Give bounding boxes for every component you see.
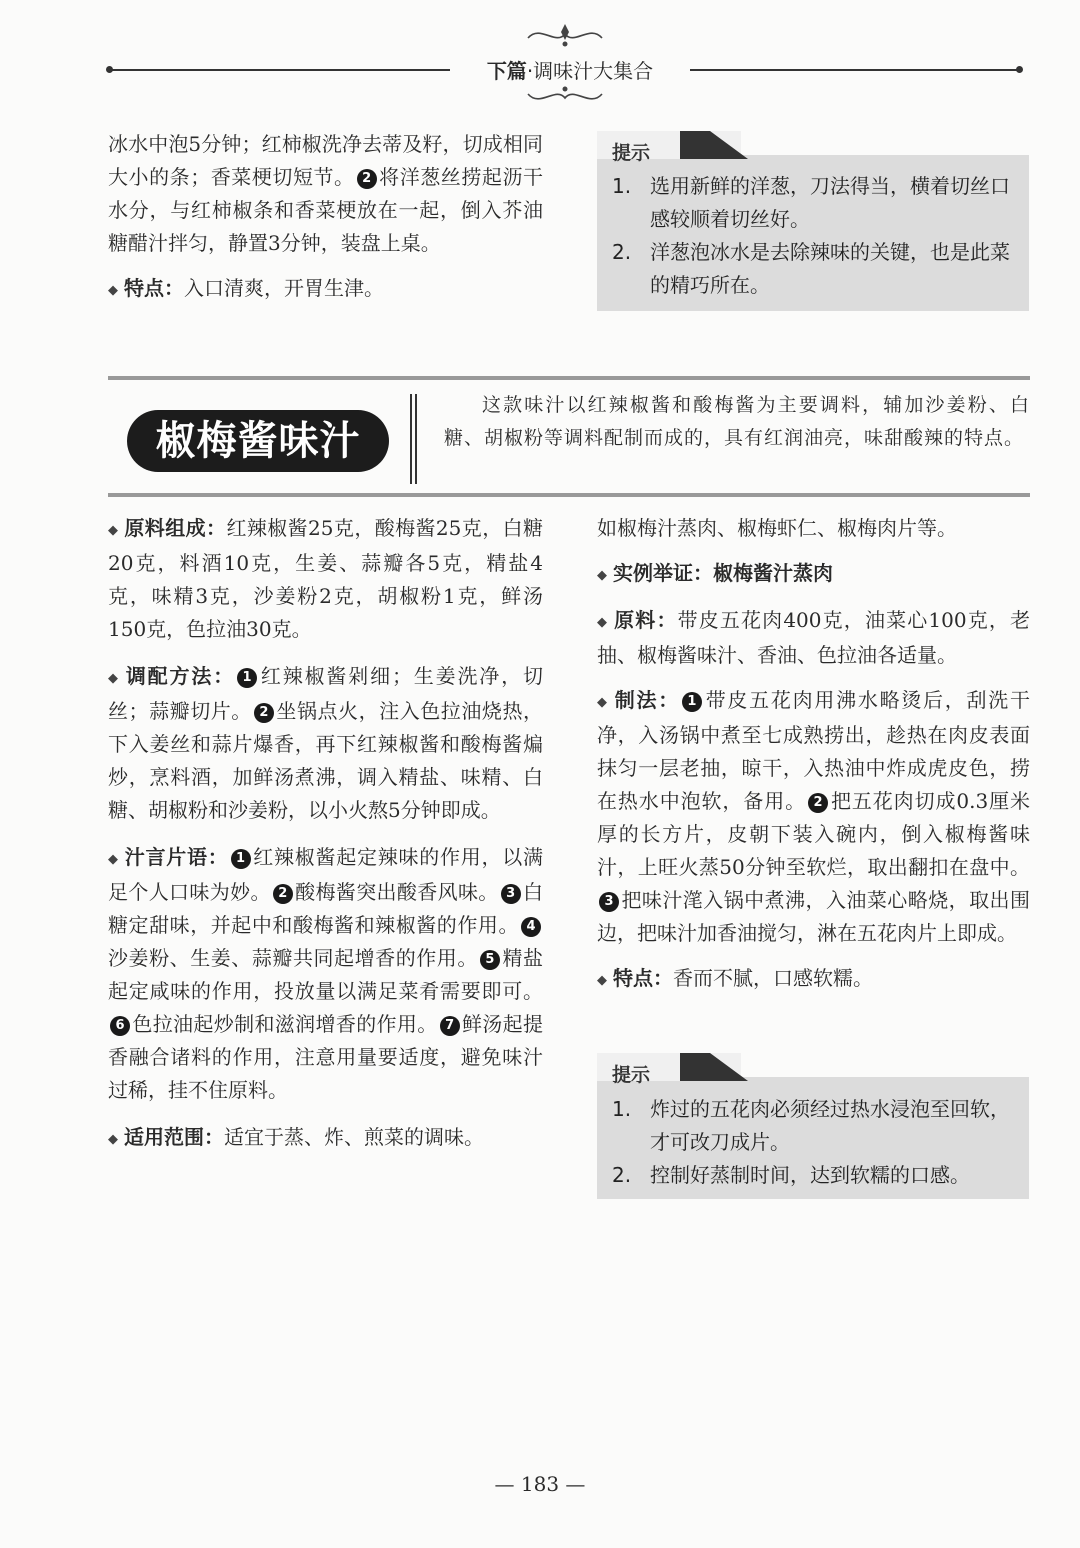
- header-dot-left: [106, 66, 113, 73]
- step-number: 2: [254, 703, 274, 723]
- header-subtitle: 调味汁大集合: [533, 59, 654, 83]
- step-number: 1: [231, 849, 251, 869]
- tip-tab-slant-1: [680, 131, 750, 161]
- method-paragraph: ◆ 调配方法： 1 红辣椒酱剁细；生姜洗净，切丝；蒜瓣切片。 2 坐锅点火，注入色拉油烧热，下入姜丝和蒜片爆香，再下红辣椒酱和酸梅酱煸炒，烹料酒，加鲜汤煮沸，调入精盐、味精、白糖、胡椒粉和沙姜粉，以小火熬5分钟即成。: [108, 664, 544, 822]
- scope-paragraph: ◆ 适用范围：适宜于蒸、炸、煎菜的调味。: [108, 1121, 543, 1156]
- tip-item: 1. 炸过的五花肉必须经过热水浸泡至回软，才可改刀成片。: [612, 1097, 1010, 1154]
- diamond-bullet-icon: ◆: [597, 568, 607, 583]
- section-divider-1: [410, 394, 412, 484]
- tip-tab-slant-2: [680, 1053, 750, 1083]
- header-line-right: [690, 69, 1020, 71]
- header-line-left: [110, 69, 450, 71]
- section-intro: 这款味汁以红辣椒酱和酸梅酱为主要调料，辅加沙姜粉、白糖、胡椒粉等调料配制而成的，具有红润油亮，味甜酸辣的特点。: [444, 394, 1030, 449]
- tip-item: 2. 洋葱泡冰水是去除辣味的关键，也是此菜的精巧所在。: [612, 240, 1010, 297]
- header-ornament-bottom: [520, 84, 610, 112]
- diamond-bullet-icon: ◆: [108, 283, 118, 298]
- notes-paragraph: ◆ 汁言片语： 1 红辣椒酱起定辣味的作用，以满足个人口味为妙。 2 酸梅酱突出酸香风味。 3 白糖定甜味，并起中和酸梅酱和辣椒酱的作用。 4沙姜粉、生姜、蒜瓣共同起增香的作用。 5 精盐起定咸味的作用，投放量以满足菜肴需要即可。6 色拉油起炒制和滋润增香的作用。 7 鲜汤起提香融合诸料的作用，注意用量要适度，避免味汁过稀，挂不住原料。: [108, 845, 544, 1102]
- step-number: 3: [501, 884, 521, 904]
- step-number: 3: [599, 892, 619, 912]
- tip-list-2: [612, 1093, 1017, 1192]
- section-divider-2: [415, 394, 417, 484]
- scope-label: 适用范围：: [124, 1125, 224, 1149]
- step-number: 2: [808, 793, 828, 813]
- diamond-bullet-icon: ◆: [108, 1132, 118, 1147]
- step-number-2: 2: [357, 169, 377, 189]
- step-number: 5: [480, 950, 500, 970]
- materials-paragraph: ◆ 原料：带皮五花肉400克，油菜心100克，老抽、椒梅酱味汁、香油、色拉油各适量。: [597, 608, 1030, 667]
- ingredients-paragraph: ◆ 原料组成：红辣椒酱25克，酸梅酱25克，白糖20克，料酒10克，生姜、蒜瓣各5克，精盐4克，味精3克，沙姜粉2克，胡椒粉1克，鲜汤150克，色拉油30克。: [108, 516, 544, 641]
- diamond-bullet-icon: ◆: [597, 695, 607, 710]
- continued-line: 如椒梅汁蒸肉、椒梅虾仁、椒梅肉片等。: [597, 516, 957, 540]
- tip-title-1: 提示: [612, 142, 651, 164]
- feature2-label: 特点：: [613, 966, 673, 990]
- tip-list-1: [612, 170, 1017, 302]
- step-number: 4: [521, 917, 541, 937]
- tip-item: 1. 选用新鲜的洋葱，刀法得当，横着切丝口感较顺着切丝好。: [612, 174, 1010, 231]
- diamond-bullet-icon: ◆: [108, 671, 118, 686]
- section-rule-top: [108, 376, 1030, 380]
- section-rule-bottom: [108, 493, 1030, 497]
- step-number: 2: [273, 884, 293, 904]
- section-title: 椒梅酱味汁: [155, 418, 361, 464]
- feature2-paragraph: ◆ 特点：香而不腻，口感软糯。: [597, 962, 1030, 997]
- diamond-bullet-icon: ◆: [597, 615, 607, 630]
- header-dot-right: [1016, 66, 1023, 73]
- continued-paragraph: 冰水中泡5分钟；红柿椒洗净去蒂及籽，切成相同大小的条；香菜梗切短节。 2 将洋葱丝捞起沥干水分，与红柿椒条和香菜梗放在一起，倒入芥油糖醋汁拌匀，静置3分钟，装盘上桌。: [108, 132, 544, 255]
- step-number: 7: [440, 1016, 460, 1036]
- feature-text: 入口清爽，开胃生津。: [184, 276, 384, 300]
- step-number: 1: [682, 692, 702, 712]
- materials-label: 原料：: [613, 608, 678, 632]
- notes-label: 汁言片语：: [124, 845, 229, 869]
- feature-label: 特点：: [124, 276, 184, 300]
- header-section: 下篇: [486, 59, 527, 83]
- step-number: 6: [110, 1016, 130, 1036]
- header-ornament-top: [520, 20, 610, 50]
- diamond-bullet-icon: ◆: [108, 852, 118, 867]
- steps-paragraph: ◆ 制法： 1 带皮五花肉用沸水略烫后，刮洗干净，入汤锅中煮至七成熟捞出，趁热在肉皮表面抹匀一层老抽，晾干，入热油中炸成虎皮色，捞在热水中泡软，备用。 2 把五花肉切成0.3厘米厚的长方片，皮朝下装入碗内，倒入椒梅酱味汁，上旺火蒸50分钟至软烂，取出翻扣在盘中。3 把味汁滗入锅中煮沸，入油菜心略烧，取出围边，把味汁加香油搅匀，淋在五花肉片上即成。: [597, 688, 1031, 945]
- top-left-block: [108, 128, 543, 307]
- diamond-bullet-icon: ◆: [597, 973, 607, 988]
- running-header: [460, 55, 680, 84]
- steps-label: 制法：: [613, 688, 680, 712]
- feature-line: [108, 272, 543, 307]
- example-label: 实例举证：: [613, 561, 713, 585]
- example-paragraph: [597, 557, 1030, 592]
- tip-title-2: 提示: [612, 1064, 651, 1086]
- right-column: [597, 512, 1030, 997]
- page-number: — 183 —: [494, 1472, 586, 1496]
- step-number: 1: [237, 668, 257, 688]
- header-separator: ·: [526, 59, 534, 83]
- ingredients-label: 原料组成：: [124, 516, 227, 540]
- diamond-bullet-icon: ◆: [108, 523, 118, 538]
- example-dish: 椒梅酱汁蒸肉: [713, 561, 833, 585]
- tip-item: 2. 控制好蒸制时间，达到软糯的口感。: [612, 1163, 970, 1187]
- left-column: [108, 512, 543, 1156]
- method-label: 调配方法：: [124, 664, 236, 688]
